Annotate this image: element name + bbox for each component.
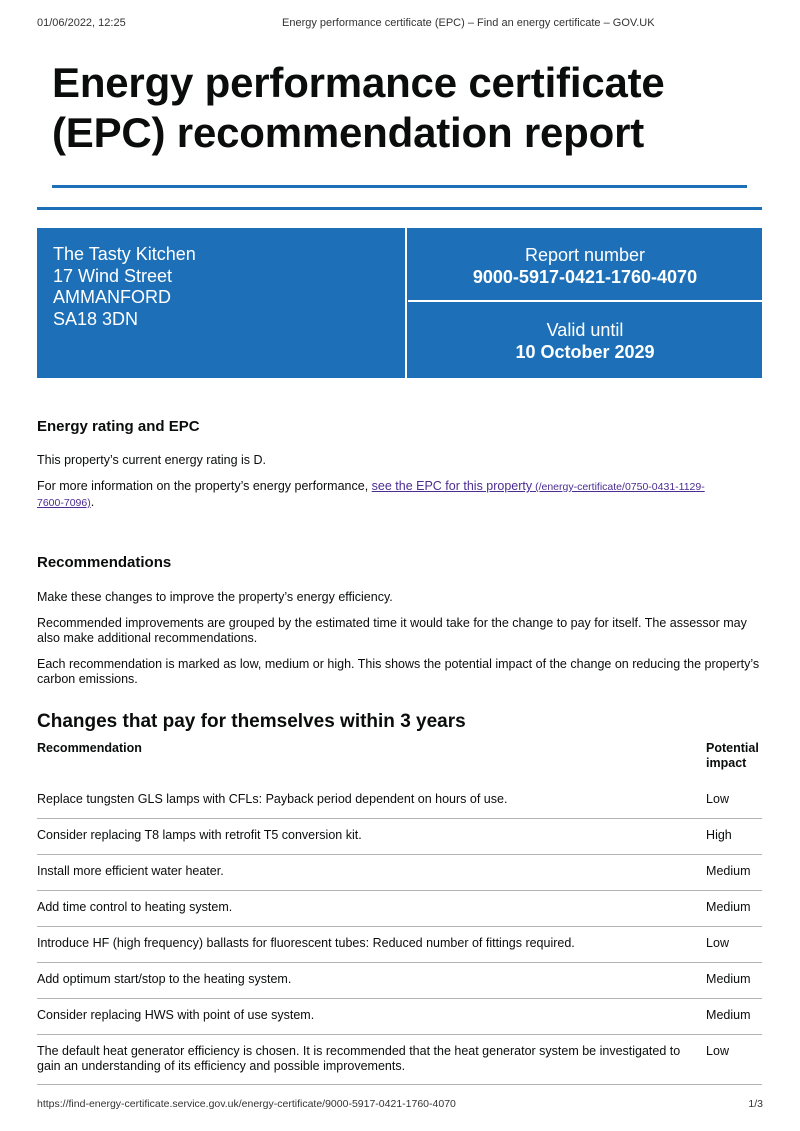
- table-row: [37, 855, 762, 891]
- title-divider: [52, 185, 747, 188]
- recommendation-cell: Consider replacing T8 lamps with retrofit T5 conversion kit.: [37, 819, 706, 855]
- table-header-row: [37, 741, 762, 781]
- report-number-cell: [408, 228, 762, 302]
- impact-header-line-2: impact: [706, 756, 747, 770]
- print-header: [37, 17, 763, 33]
- table-row: [37, 1035, 762, 1085]
- table-row: [37, 927, 762, 963]
- page-title: [52, 58, 752, 158]
- recommendations-paragraph-1: Make these changes to improve the property’s energy efficiency.: [37, 590, 393, 604]
- property-address: [37, 228, 407, 378]
- see-epc-link-url: (/energy-certificate/0750-0431-1129-: [532, 481, 705, 493]
- energy-rating-text: This property’s current energy rating is D.: [37, 453, 267, 467]
- table-row: [37, 891, 762, 927]
- report-number-label: Report number: [524, 245, 646, 265]
- page-title-line-1: Energy performance certificate: [52, 59, 665, 106]
- impact-cell: Low: [706, 1035, 762, 1085]
- print-page-title: Energy performance certificate (EPC) – Find an energy certificate – GOV.UK: [282, 17, 655, 29]
- header-divider: [37, 207, 762, 210]
- table-row: [37, 819, 762, 855]
- impact-cell: Medium: [706, 855, 762, 891]
- valid-until-cell: [408, 303, 762, 378]
- more-info-prefix: For more information on the property’s energy performance,: [37, 479, 372, 493]
- valid-until-label: Valid until: [546, 320, 624, 340]
- table-row: [37, 999, 762, 1035]
- recommendation-cell: Add optimum start/stop to the heating system.: [37, 963, 706, 999]
- page-title-line-2: (EPC) recommendation report: [52, 109, 645, 156]
- recommendation-cell: Add time control to heating system.: [37, 891, 706, 927]
- recommendation-cell: Install more efficient water heater.: [37, 855, 706, 891]
- impact-cell: Medium: [706, 891, 762, 927]
- certificate-header-box: [37, 228, 762, 378]
- recommendation-cell: Replace tungsten GLS lamps with CFLs: Payback period dependent on hours of use.: [37, 781, 706, 819]
- address-line-2: 17 Wind Street: [53, 265, 173, 286]
- valid-until-value: 10 October 2029: [515, 342, 655, 362]
- impact-cell: Medium: [706, 963, 762, 999]
- impact-cell: Low: [706, 781, 762, 819]
- recommendation-cell: Consider replacing HWS with point of use system.: [37, 999, 706, 1035]
- epc-more-info: [37, 479, 762, 511]
- table-row: [37, 963, 762, 999]
- address-line-1: The Tasty Kitchen: [53, 244, 196, 264]
- print-datetime: 01/06/2022, 12:25: [37, 17, 126, 29]
- address-line-3: AMMANFORD: [53, 287, 171, 307]
- impact-cell: High: [706, 819, 762, 855]
- impact-header-line-1: Potential: [706, 741, 759, 755]
- address-line-4: SA18 3DN: [53, 308, 139, 329]
- energy-rating-heading: Energy rating and EPC: [37, 418, 200, 435]
- recommendation-cell: Introduce HF (high frequency) ballasts for fluorescent tubes: Reduced number of fittings required.: [37, 927, 706, 963]
- see-epc-link-text: see the EPC for this property: [371, 479, 533, 493]
- see-epc-link-url-cont: 7600-7096): [37, 497, 91, 509]
- recommendations-heading: Recommendations: [37, 554, 172, 571]
- print-url: https://find-energy-certificate.service.gov.uk/energy-certificate/9000-5917-0421-1760-4070: [37, 1098, 456, 1110]
- recommendations-paragraph-2: Recommended improvements are grouped by the estimated time it would take for the change to pay for itself. The assessor may also make additional recommendations.: [37, 616, 747, 645]
- energy-rating-section: [37, 418, 762, 511]
- impact-cell: Low: [706, 927, 762, 963]
- changes-section-heading: Changes that pay for themselves within 3 years: [37, 711, 466, 732]
- impact-cell: Medium: [706, 999, 762, 1035]
- recommendations-section: [37, 554, 762, 687]
- table-row: [37, 781, 762, 819]
- report-number-value: 9000-5917-0421-1760-4070: [472, 267, 698, 287]
- recommendations-table: [37, 741, 762, 1085]
- column-header-impact: [706, 741, 762, 781]
- column-header-recommendation: Recommendation: [37, 741, 142, 755]
- more-info-suffix: .: [90, 495, 95, 509]
- recommendation-cell: The default heat generator efficiency is chosen. It is recommended that the heat generator system be investigated to gain an understanding of its efficiency and possible improvements.: [37, 1035, 706, 1085]
- recommendations-paragraph-3: Each recommendation is marked as low, medium or high. This shows the potential impact of the change on reducing the property’s carbon emissions.: [37, 657, 760, 686]
- print-page-number: 1/3: [748, 1098, 763, 1110]
